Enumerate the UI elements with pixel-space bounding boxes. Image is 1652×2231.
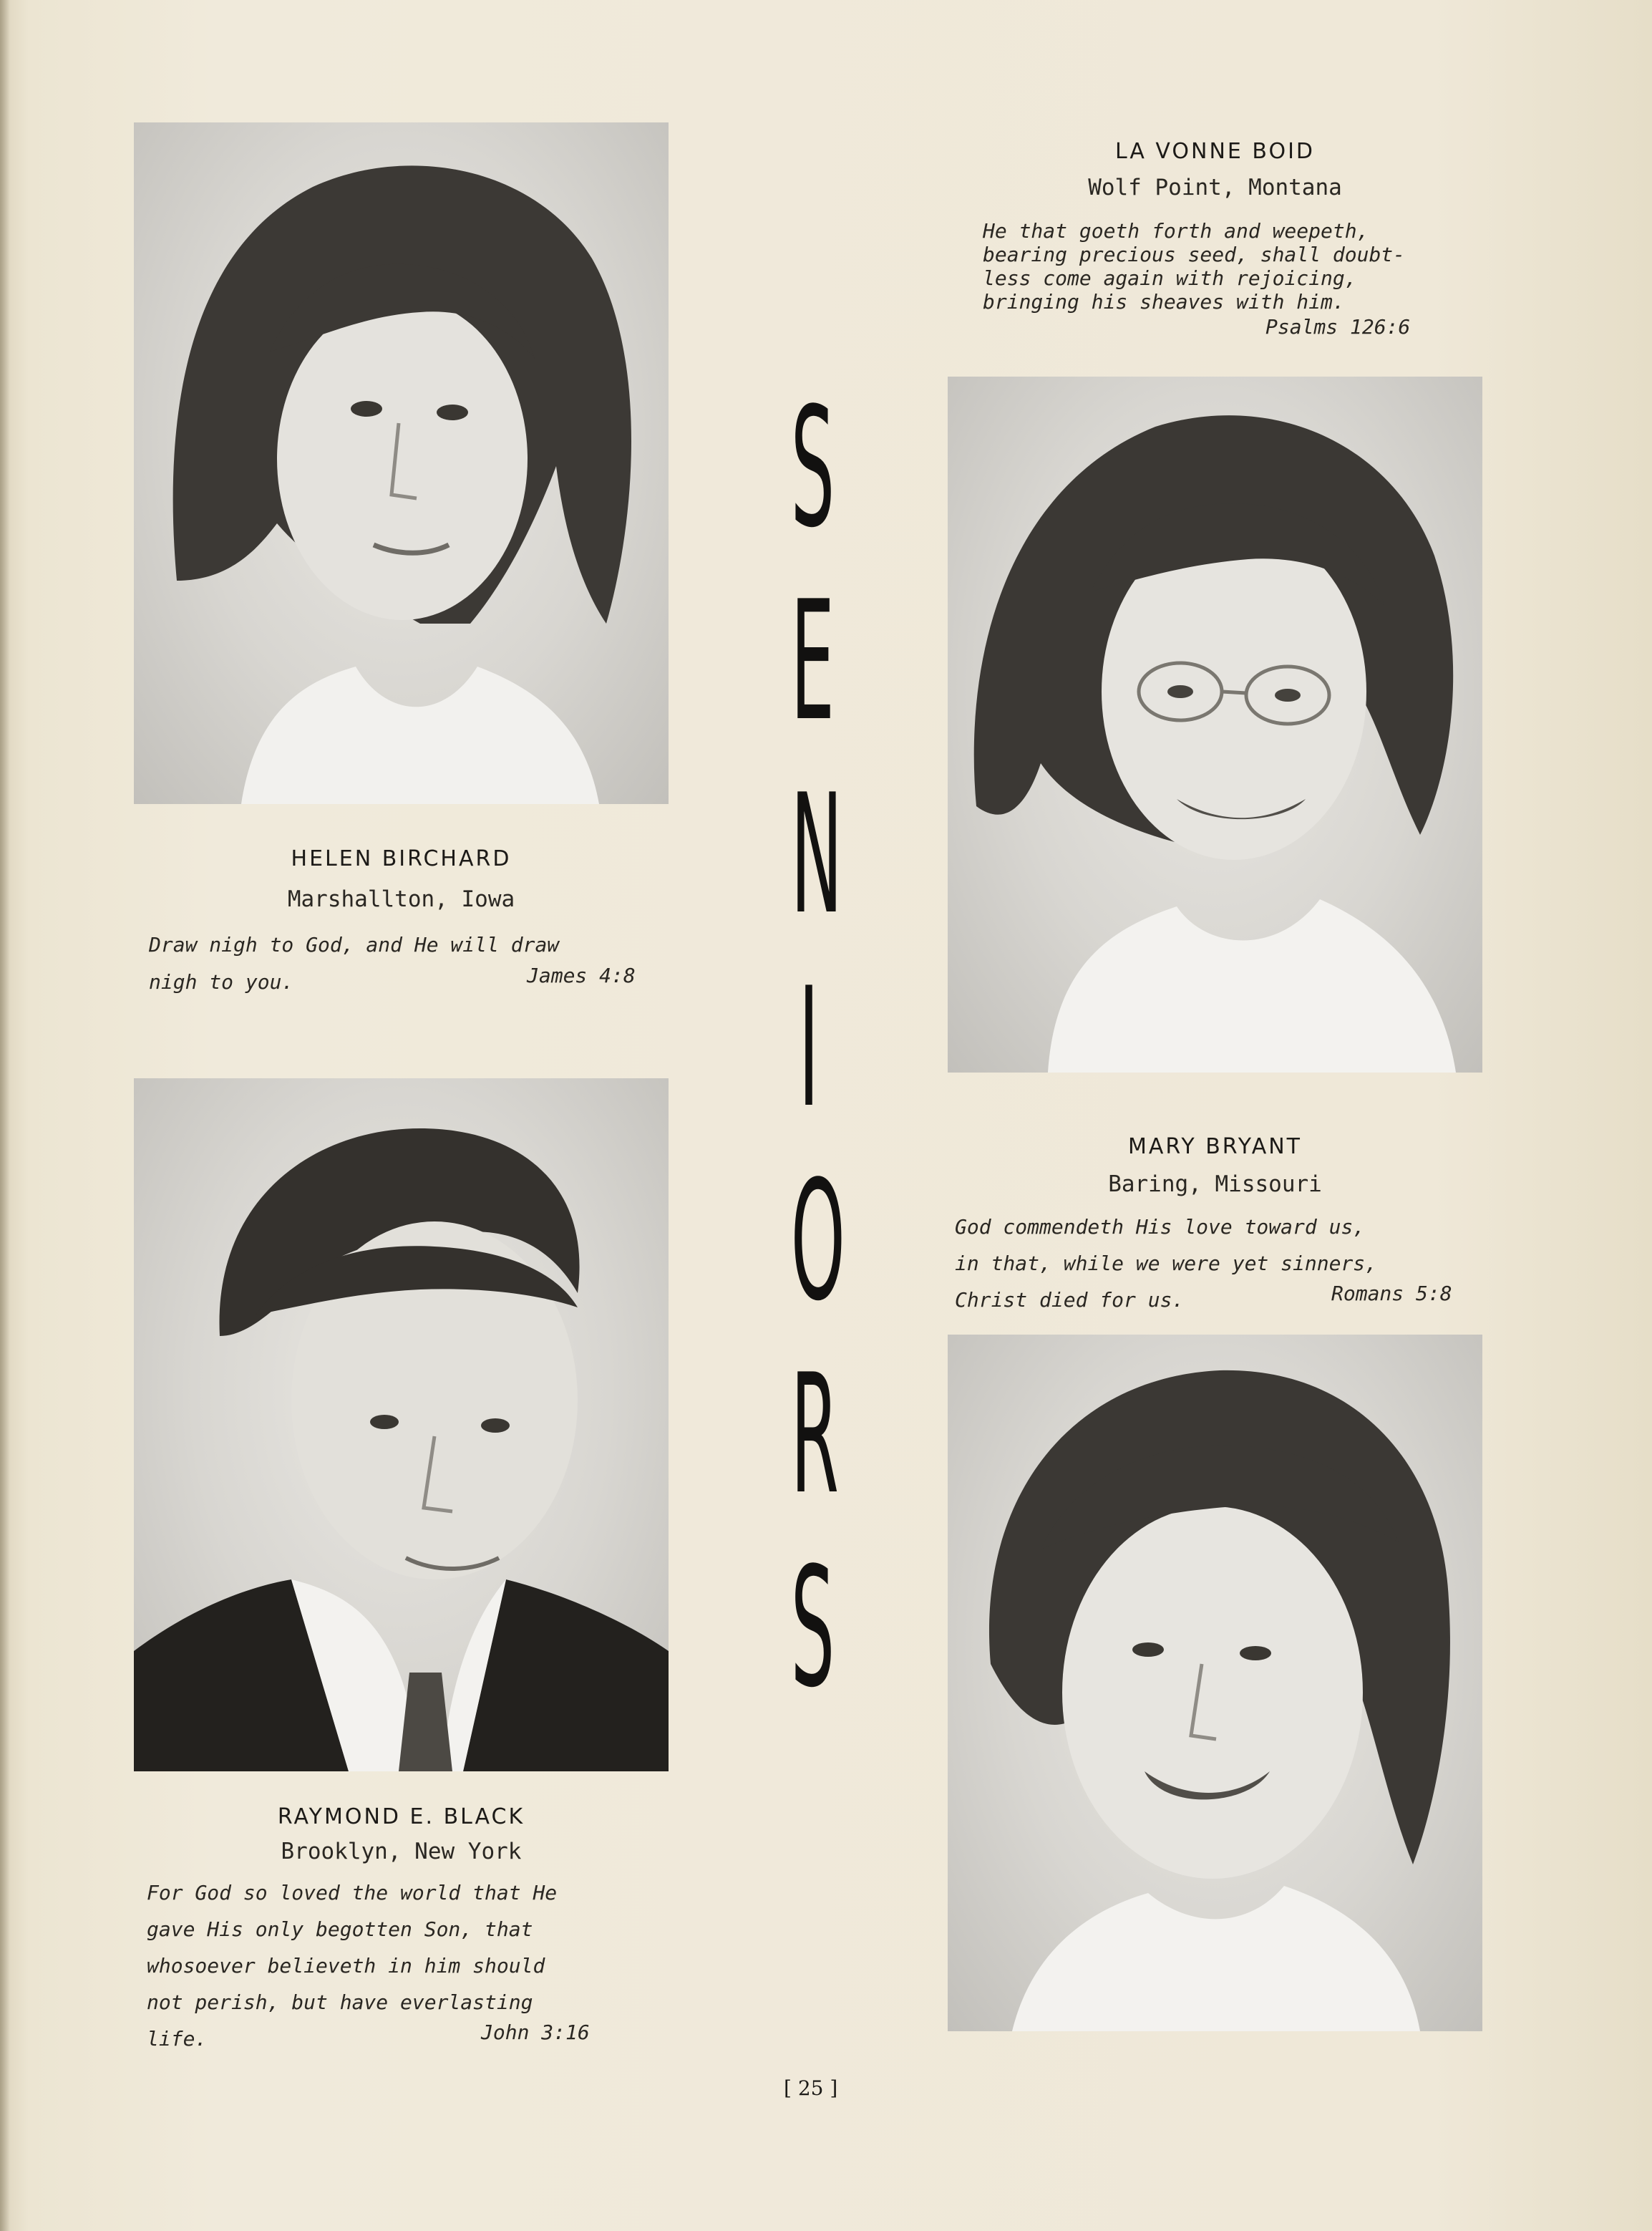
seniors-vertical-title	[766, 372, 852, 1726]
verse-line: nigh to you.	[149, 970, 294, 994]
title-letter: O	[790, 1146, 845, 1337]
portrait-raymond-e-black	[134, 1078, 669, 1771]
verse-line: God commendeth His love toward us,	[955, 1215, 1366, 1239]
senior-name: LA VONNE BOID	[1114, 139, 1316, 164]
scripture-reference: Romans 5:8	[1331, 1282, 1452, 1305]
binding-shadow	[0, 0, 10, 2231]
senior-hometown: Brooklyn, New York	[281, 1839, 522, 1864]
scripture-reference: Psalms 126:6	[1265, 315, 1411, 339]
portrait-woman-glasses-image	[948, 377, 1482, 1073]
verse-line: For God so loved the world that He	[147, 1881, 558, 1905]
senior-verse	[149, 926, 559, 1001]
senior-name: RAYMOND E. BLACK	[277, 1804, 525, 1829]
verse-line: bringing his sheaves with him.	[983, 290, 1345, 314]
verse-line: whosoever believeth in him should	[147, 1954, 545, 1978]
senior-verse	[983, 219, 1405, 314]
scripture-reference: James 4:8	[527, 964, 636, 987]
title-letter: S	[790, 373, 835, 564]
senior-name: HELEN BIRCHARD	[291, 846, 512, 871]
portrait-helen-birchard	[134, 122, 669, 804]
title-letter: N	[790, 760, 843, 951]
portrait-man-suit-image	[134, 1078, 669, 1771]
portrait-mary-bryant	[948, 1335, 1482, 2031]
portrait-woman-curly-hair-image	[134, 122, 669, 804]
senior-name: MARY BRYANT	[1128, 1134, 1302, 1159]
verse-line: Draw nigh to God, and He will draw	[149, 933, 560, 957]
verse-line: Christ died for us.	[955, 1288, 1185, 1312]
verse-line: life.	[147, 2027, 208, 2051]
title-letter: S	[790, 1533, 835, 1724]
verse-line: less come again with rejoicing,	[983, 266, 1357, 290]
page-number: [ 25 ]	[784, 2076, 838, 2100]
senior-hometown: Baring, Missouri	[1108, 1171, 1322, 1197]
portrait-la-vonne-boid	[948, 377, 1482, 1073]
portrait-woman-smiling-image	[948, 1335, 1482, 2031]
title-letter: R	[790, 1340, 839, 1531]
senior-hometown: Wolf Point, Montana	[1088, 175, 1342, 200]
verse-line: He that goeth forth and weepeth,	[983, 219, 1369, 243]
verse-line: bearing precious seed, shall doubt-	[983, 243, 1406, 266]
scripture-reference: John 3:16	[481, 2021, 590, 2044]
verse-line: not perish, but have everlasting	[147, 1990, 533, 2014]
verse-line: in that, while we were yet sinners,	[955, 1252, 1378, 1275]
title-letter: I	[798, 953, 820, 1144]
senior-hometown: Marshallton, Iowa	[287, 886, 515, 912]
verse-line: gave His only begotten Son, that	[147, 1917, 533, 1941]
senior-verse	[955, 1209, 1377, 1318]
title-letter: E	[790, 566, 835, 758]
